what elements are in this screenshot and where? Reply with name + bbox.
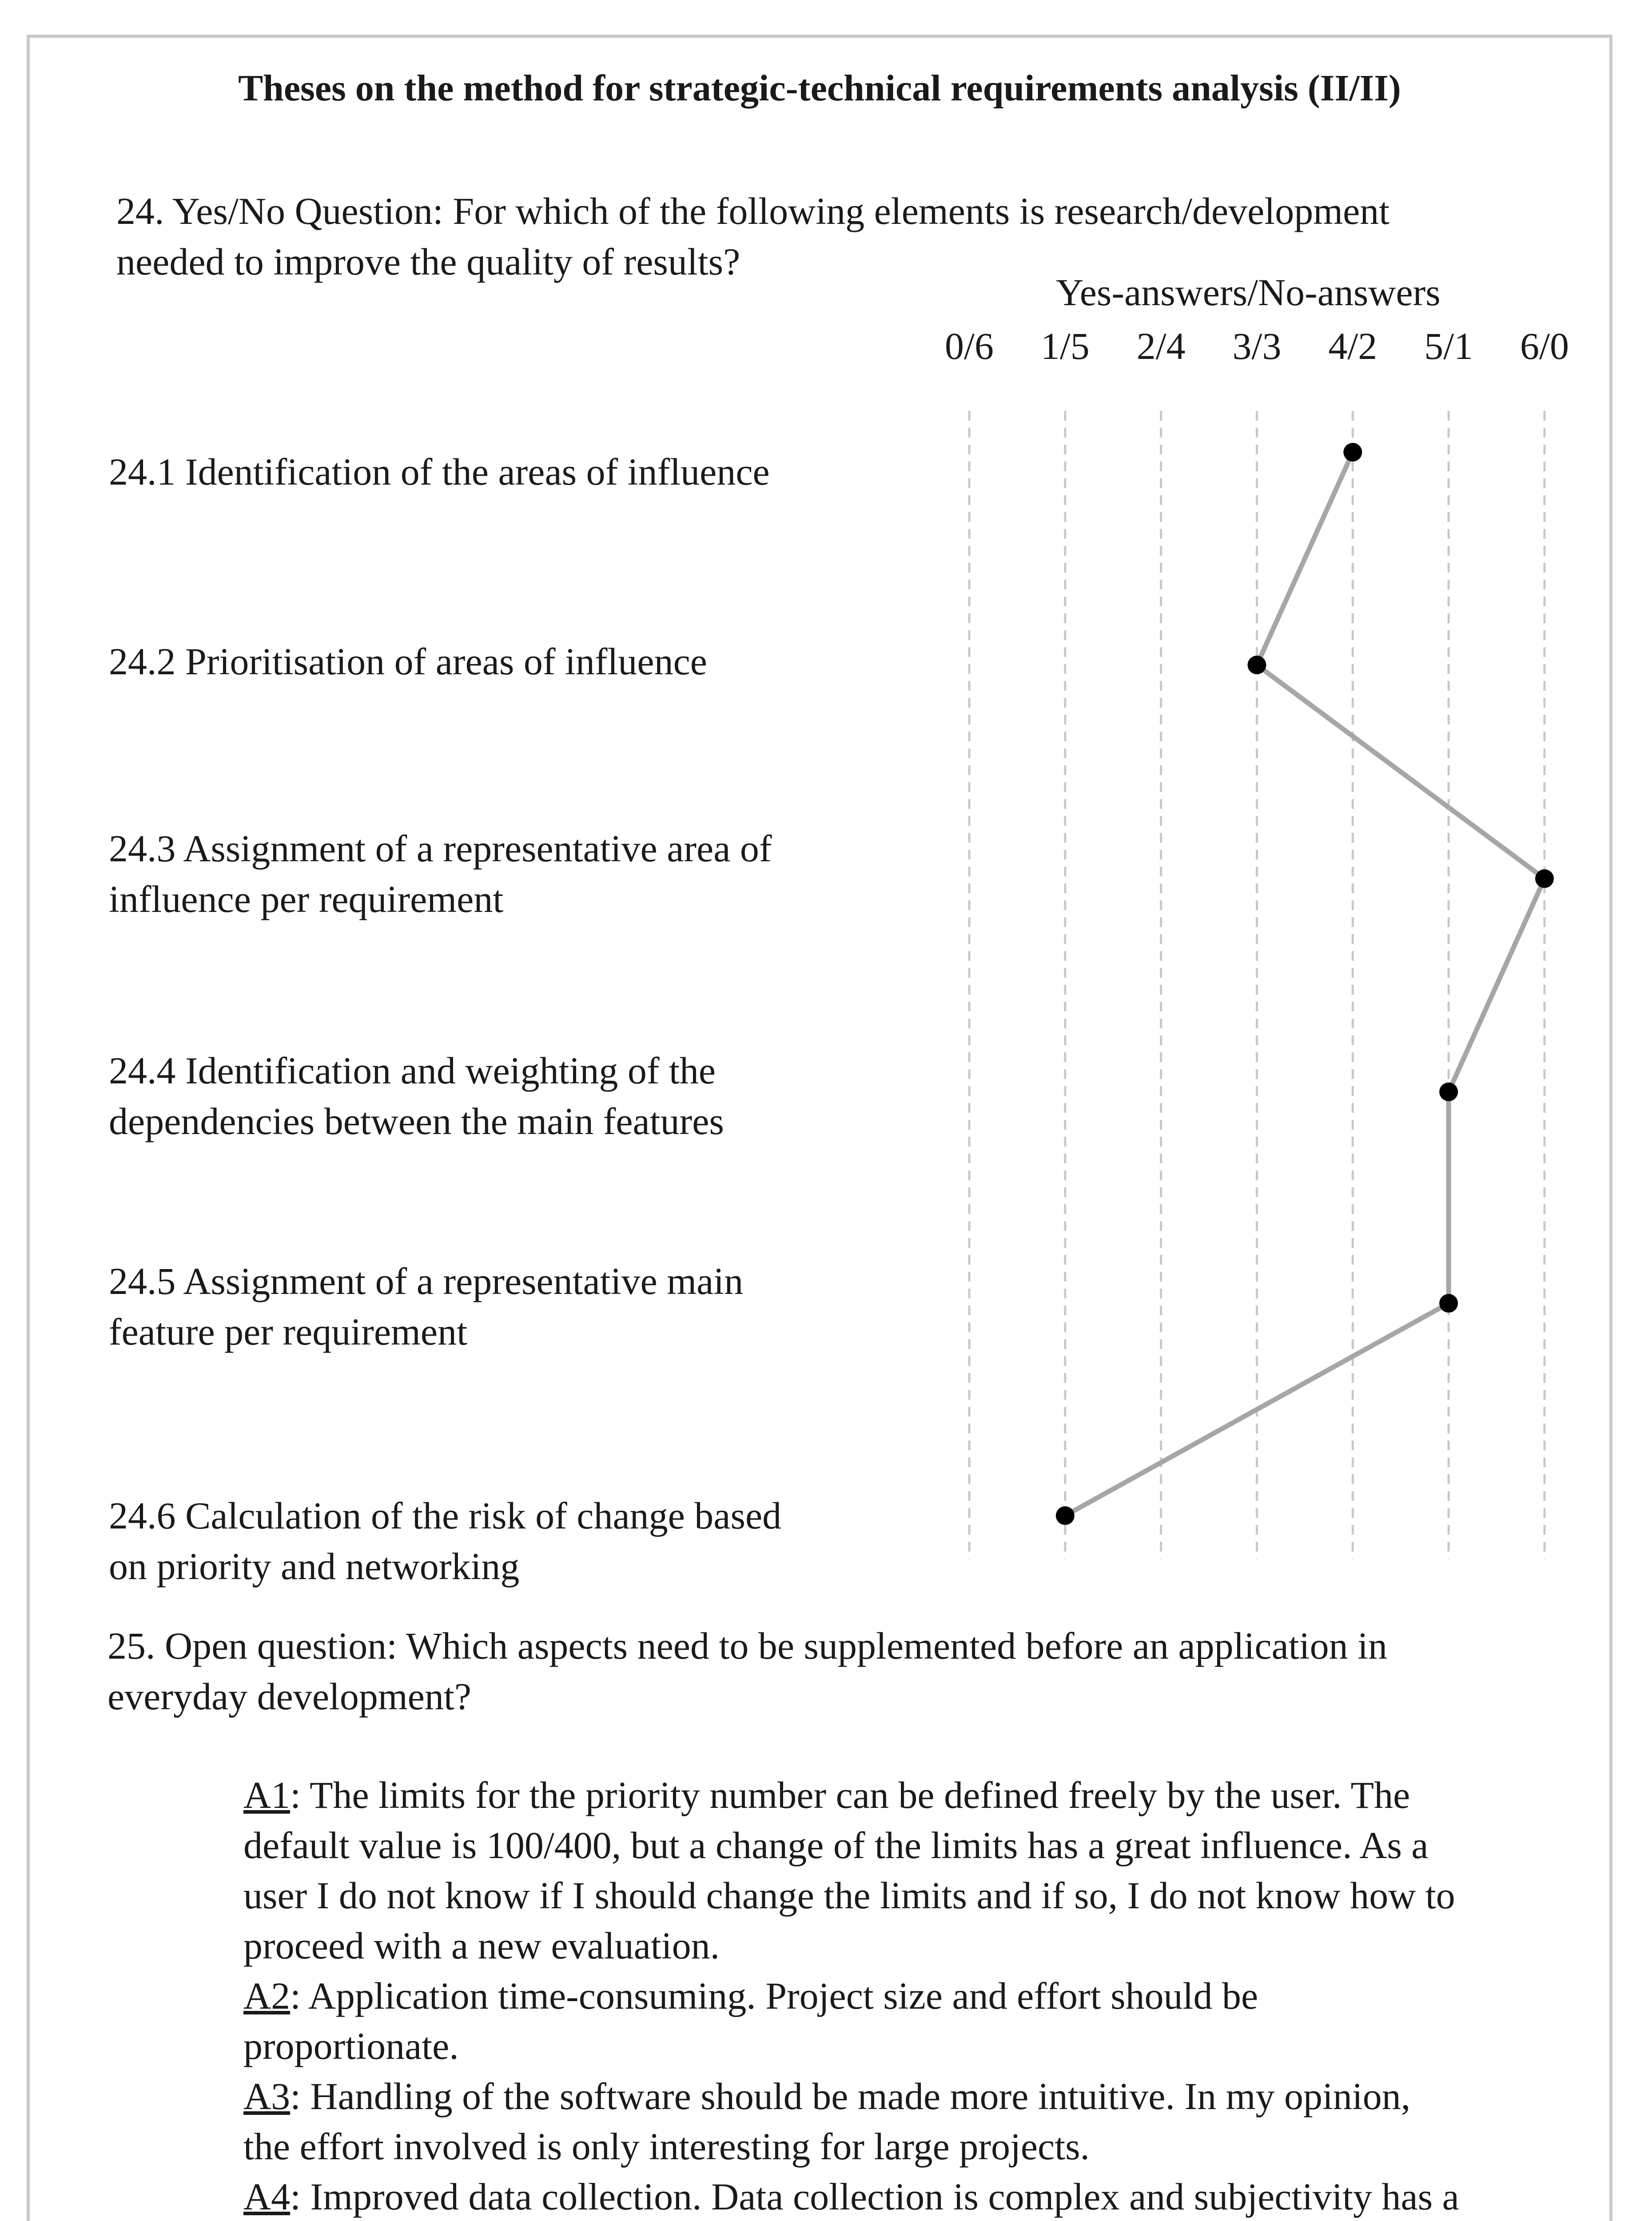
answer-a2-id: A2 [243,1974,291,2017]
page-title: Theses on the method for strategic-technical requirements analysis (II/II) [238,68,1401,109]
question-25 [107,1620,1551,1722]
x-tick-label-6: 6/0 [1520,325,1569,367]
data-point-24-6 [1056,1506,1075,1525]
data-point-24-2 [1248,656,1266,674]
item-24-4-line-1: 24.4 Identification and weighting of the [109,1049,716,1092]
answer-a4-id: A4 [243,2175,291,2218]
question-25-line-1: 25. Open question: Which aspects need to be supplemented before an application in [107,1624,1387,1667]
question-25-line-2: everyday development? [107,1675,472,1718]
item-24-6-line-2: on priority and networking [109,1545,520,1588]
item-24-1-line-1: 24.1 Identification of the areas of influence [109,450,770,493]
item-24-3-line-2: influence per requirement [109,878,504,920]
answer-a4 [243,2172,1580,2221]
x-tick-label-0: 0/6 [945,325,994,367]
item-24-2-line-1: 24.2 Prioritisation of areas of influence [109,640,707,683]
answer-a3-line-1: : Handling of the software should be made more intuitive. In my opinion, [290,2075,1411,2118]
data-point-24-4 [1439,1083,1458,1101]
item-24-3-line-1: 24.3 Assignment of a representative area of [109,827,772,870]
answer-a1-line-3: user I do not know if I should change the limits and if so, I do not know how to [243,1874,1455,1917]
answers-list [243,1770,1580,2221]
data-point-24-3 [1535,869,1554,888]
data-point-24-5 [1439,1294,1458,1313]
answer-a4-line-1: : Improved data collection. Data collection is complex and subjectivity has a [290,2175,1459,2218]
answer-a1-line-2: default value is 100/400, but a change of the limits has a great influence. As a [243,1824,1429,1867]
item-24-5-line-1: 24.5 Assignment of a representative main [109,1260,744,1302]
item-24-6-line-1: 24.6 Calculation of the risk of change based [109,1494,782,1537]
answer-a3 [243,2071,1580,2172]
answer-a1-id: A1 [243,1774,291,1816]
series-line [1065,452,1545,1516]
item-24-4-line-2: dependencies between the main features [109,1100,724,1142]
answer-a1-line-4: proceed with a new evaluation. [243,1924,720,1967]
data-point-24-1 [1343,443,1362,462]
answer-a1-line-1: : The limits for the priority number can be defined freely by the user. The [290,1774,1410,1816]
answer-a2-line-2: proportionate. [243,2025,459,2067]
question-24-line-1: 24. Yes/No Question: For which of the following elements is research/development [116,190,1390,232]
question-24-line-2: needed to improve the quality of results? [116,240,740,283]
answer-a2-line-1: : Application time-consuming. Project size and effort should be [290,1974,1258,2017]
x-tick-label-5: 5/1 [1424,325,1473,367]
x-tick-label-4: 4/2 [1328,325,1377,367]
x-tick-label-3: 3/3 [1232,325,1282,367]
x-tick-label-2: 2/4 [1136,325,1186,367]
answer-a3-id: A3 [243,2075,291,2118]
item-24-5-line-2: feature per requirement [109,1310,467,1353]
answer-a3-line-2: the effort involved is only interesting for large projects. [243,2125,1090,2168]
answer-a1 [243,1770,1580,1971]
chart-x-axis-label: Yes-answers/No-answers [1056,271,1441,314]
x-tick-label-1: 1/5 [1040,325,1090,367]
answer-a2 [243,1971,1580,2071]
